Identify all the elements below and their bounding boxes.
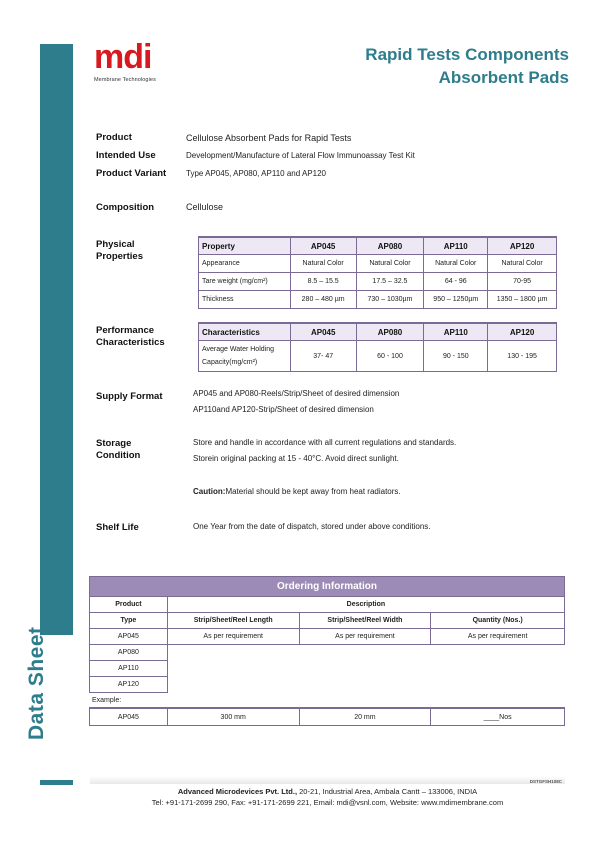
- table-cell: [199, 341, 291, 372]
- shelf-life-label: Shelf Life: [96, 522, 139, 533]
- table-cell: Natural Color: [356, 255, 424, 273]
- table-header: Strip/Sheet/Reel Width: [299, 613, 431, 629]
- physical-label-line2: Properties: [96, 251, 143, 262]
- composition-value: Cellulose: [186, 202, 224, 212]
- table-cell: AP045: [90, 629, 168, 645]
- table-cell: 730 – 1030µm: [356, 291, 424, 309]
- table-cell-empty: [167, 661, 564, 677]
- table-cell: 300 mm: [167, 708, 299, 726]
- performance-label: [96, 325, 165, 349]
- table-cell: 130 - 195: [488, 341, 557, 372]
- table-cell: 90 - 150: [424, 341, 488, 372]
- table-header-row: [90, 613, 565, 629]
- data-sheet-label: Data Sheet: [25, 626, 48, 740]
- performance-label-line2: Characteristics: [96, 337, 165, 348]
- table-header: AP045: [290, 237, 356, 255]
- table-cell: Natural Color: [488, 255, 557, 273]
- table-header: AP080: [356, 323, 424, 341]
- table-cell: As per requirement: [431, 629, 565, 645]
- table-row: [90, 629, 565, 645]
- table-header-row: [199, 323, 557, 341]
- storage-label-line2: Condition: [96, 450, 141, 461]
- company-logo: [94, 40, 156, 83]
- page-subtitle: Absorbent Pads: [438, 68, 569, 87]
- capacity-label-line1: Average Water Holding: [202, 346, 274, 353]
- footer-address: [90, 787, 565, 796]
- table-row: [90, 708, 565, 726]
- table-header: Type: [90, 613, 168, 629]
- physical-properties-label: [96, 239, 143, 263]
- storage-line2: Storein original packing at 15 - 40°C. Avoid direct sunlight.: [193, 454, 399, 463]
- ordering-table: [89, 576, 565, 693]
- intended-use-label: Intended Use: [96, 150, 156, 161]
- table-cell: AP080: [90, 645, 168, 661]
- performance-label-line1: Performance: [96, 325, 155, 336]
- table-row: [199, 291, 557, 309]
- table-cell: 950 – 1250µm: [424, 291, 488, 309]
- table-cell: 280 – 480 µm: [290, 291, 356, 309]
- caution-text: Material should be kept away from heat radiators.: [225, 487, 401, 496]
- table-cell: Appearance: [199, 255, 291, 273]
- table-cell: 1350 – 1800 µm: [488, 291, 557, 309]
- table-header: AP045: [290, 323, 356, 341]
- capacity-label-line2: Capacity(mg/cm²): [202, 359, 258, 366]
- table-cell: 8.5 – 15.5: [290, 273, 356, 291]
- table-row: [199, 273, 557, 291]
- example-label: Example:: [92, 697, 122, 704]
- logo-wordmark: mdi: [94, 38, 152, 76]
- table-row: [90, 677, 565, 693]
- document-code: DSTGFSH108C: [529, 779, 562, 784]
- intended-use-value: Development/Manufacture of Lateral Flow Immunoassay Test Kit: [186, 151, 415, 160]
- table-header: Strip/Sheet/Reel Length: [167, 613, 299, 629]
- caution-note: [193, 486, 401, 498]
- table-header: AP120: [488, 237, 557, 255]
- performance-table: [198, 322, 557, 372]
- example-table: [89, 707, 565, 726]
- product-label: Product: [96, 132, 132, 143]
- table-header-row: [90, 597, 565, 613]
- composition-label: Composition: [96, 202, 155, 213]
- footer-rule: [90, 776, 565, 784]
- table-header: AP080: [356, 237, 424, 255]
- page-title: Rapid Tests Components: [365, 45, 569, 64]
- ordering-title: Ordering Information: [90, 577, 565, 597]
- physical-properties-table: [198, 236, 557, 309]
- table-cell: AP120: [90, 677, 168, 693]
- table-cell: Tare weight (mg/cm²): [199, 273, 291, 291]
- table-header: AP110: [424, 237, 488, 255]
- table-header: AP110: [424, 323, 488, 341]
- table-header-row: [199, 237, 557, 255]
- table-cell: As per requirement: [167, 629, 299, 645]
- table-cell: 37- 47: [290, 341, 356, 372]
- table-cell: 20 mm: [299, 708, 431, 726]
- table-header: Characteristics: [199, 323, 291, 341]
- table-cell: AP110: [90, 661, 168, 677]
- table-cell: 17.5 – 32.5: [356, 273, 424, 291]
- table-cell: 64 - 96: [424, 273, 488, 291]
- product-variant-value: Type AP045, AP080, AP110 and AP120: [186, 169, 326, 178]
- table-cell: As per requirement: [299, 629, 431, 645]
- table-cell: ____Nos: [431, 708, 565, 726]
- footer-contact: Tel: +91-171-2699 290, Fax: +91-171-2699 221, Email: mdi@vsnl.com, Website: www.mdimembrane.com: [151, 798, 504, 807]
- table-cell-empty: [167, 645, 564, 661]
- supply-line1: AP045 and AP080-Reels/Strip/Sheet of desired dimension: [193, 389, 400, 398]
- supply-format-label: Supply Format: [96, 391, 163, 402]
- storage-label: [96, 438, 140, 462]
- table-header: Description: [167, 597, 564, 613]
- table-row: [90, 645, 565, 661]
- table-header: Quantity (Nos.): [431, 613, 565, 629]
- physical-label-line1: Physical: [96, 239, 135, 250]
- company-name: Advanced Microdevices Pvt. Ltd.,: [177, 787, 298, 796]
- table-row: [90, 661, 565, 677]
- table-cell: AP045: [90, 708, 168, 726]
- storage-label-line1: Storage: [96, 438, 132, 449]
- product-variant-label: Product Variant: [96, 168, 167, 179]
- table-header: AP120: [488, 323, 557, 341]
- shelf-life-value: One Year from the date of dispatch, stored under above conditions.: [193, 522, 431, 531]
- company-address: 20-21, Industrial Area, Ambala Cantt – 133006, INDIA: [297, 787, 478, 796]
- table-cell: 70-95: [488, 273, 557, 291]
- supply-line2: AP110and AP120-Strip/Sheet of desired dimension: [193, 405, 374, 414]
- product-value: Cellulose Absorbent Pads for Rapid Tests: [186, 133, 352, 143]
- table-header: Product: [90, 597, 168, 613]
- table-cell: Thickness: [199, 291, 291, 309]
- table-header: Property: [199, 237, 291, 255]
- table-row: [199, 341, 557, 372]
- table-cell-empty: [167, 677, 564, 693]
- table-cell: Natural Color: [290, 255, 356, 273]
- storage-line1: Store and handle in accordance with all current regulations and standards.: [193, 438, 457, 447]
- table-cell: 60 - 100: [356, 341, 424, 372]
- logo-tagline: Membrane Technologies: [94, 77, 156, 83]
- table-row: [199, 255, 557, 273]
- table-cell: Natural Color: [424, 255, 488, 273]
- caution-label: Caution:: [193, 487, 226, 496]
